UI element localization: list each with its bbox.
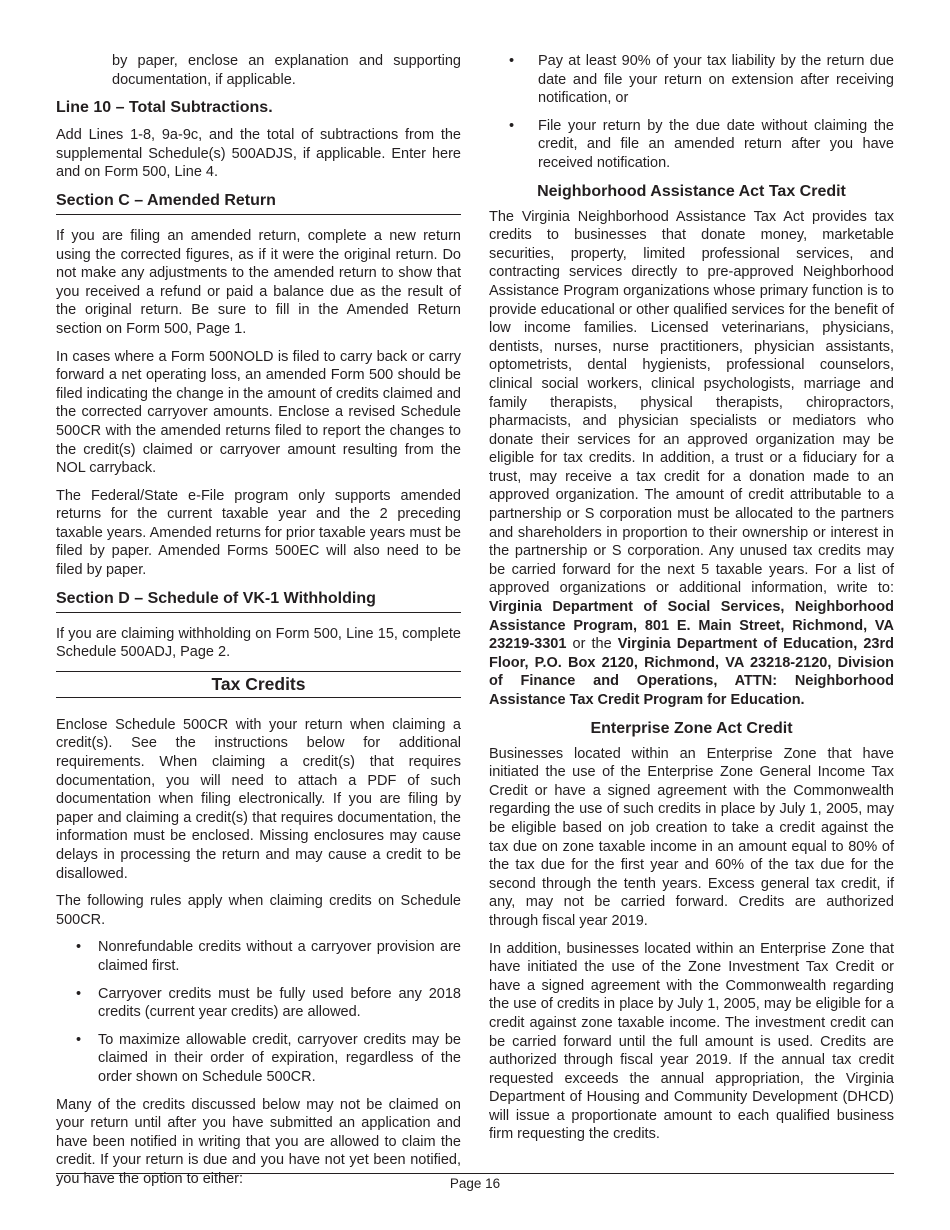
ez-paragraph: Businesses located within an Enterprise Zone that have initiated the use of the Enterprise Zone General Income Tax Credit or have a signed agreement with the Commonwealth regarding the use of such credits in place by July 1, 2005, may be eligible based on job creation to take a credit against the tax due on zone taxable income in an amount equal to 80% of the tax due for the first year and 60% of the tax due for the second through the tenth years. Excess general tax credit, if any, may not be carried forward. Credits are authorized through fiscal year 2019. [489,745,894,929]
ez-paragraph: In addition, businesses located within an Enterprise Zone that have initiated the use of the Zone Investment Tax Credit or have a signed agreement with the Commonwealth regarding the use of credits in place by July 1, 2005, may be eligible for a credit against zone taxable income. The investment credit can be carried forward until the full amount is used. Credits are authorized through fiscal year 2019. If the annual tax credit requested exceeds the annual appropriation, the Virginia Department of Housing and Community Development (DHCD) will issue a proportionate amount to each qualified business firm requesting the credits. [489,940,894,1143]
nat-address-1: Virginia Department of Social Services, Neighborhood Assistance Program, 801 E. Main Street, Richmond, VA 23219-3301 [489,599,894,653]
section-c-paragraph: If you are filing an amended return, complete a new return using the corrected figures, as if it were the original return. Do not make any adjustments to the amended return to show that you received a refund or paid a balance due as the result of the original return. Be sure to fill in the Amended Return section on Form 500, Page 1. [56,227,461,337]
page-number: Page 16 [449,1176,501,1191]
list-item: • File your return by the due date without claiming the credit, and file an amended return after you have received notification. [489,117,894,173]
nat-heading: Neighborhood Assistance Act Tax Credit [537,182,846,200]
intro-text: by paper, enclose an explanation and supporting documentation, if applicable. [112,53,461,88]
section-d-heading: Section D – Schedule of VK-1 Withholding [56,589,461,613]
list-item: • Carryover credits must be fully used before any 2018 credits (current year credits) are allowed. [56,985,461,1022]
ez-heading: Enterprise Zone Act Credit [590,719,793,737]
credit-rules-list [56,938,461,1086]
nat-address-2: Virginia Department of Education, 23rd Floor, P.O. Box 2120, Richmond, VA 23218-2120, Division of Finance and Operations, ATTN: Neighborhood Assistance Tax Credit Program for Education. [489,636,894,708]
section-d-text: If you are claiming withholding on Form 500, Line 15, complete Schedule 500ADJ, Page 2. [56,625,461,661]
line10-heading: Line 10 – Total Subtractions. [56,99,273,117]
section-c-paragraph: In cases where a Form 500NOLD is filed to carry back or carry forward a net operating loss, an amended Form 500 should be filed indicating the change in the amount of credits claimed and the corrected carryover amounts. Enclose a revised Schedule 500CR with the amended returns filed to report the changes to the credit(s) claimed or carryover amount resulting from the NOL carryback. [56,348,461,477]
section-c-paragraph: The Federal/State e-File program only supports amended returns for the current taxable year and the 2 preceding taxable years. Amended returns for prior taxable years must be filed by paper. Amended Forms 500EC will also need to be filed by paper. [56,487,461,579]
tax-credits-heading: Tax Credits [56,671,461,698]
list-item: • Pay at least 90% of your tax liability by the return due date and file your return on extension after receiving notification, or [489,52,894,108]
tax-credits-closing: Many of the credits discussed below may not be claimed on your return until after you have submitted an application and have been notified in writing that you are allowed to claim the credit. If your return is due and you have not yet been notified, you have the option to either: [56,1096,461,1187]
list-item: • To maximize allowable credit, carryover credits may be claimed in their order of expiration, regardless of the order shown on Schedule 500CR. [56,1031,461,1087]
nat-body: The Virginia Neighborhood Assistance Tax Act provides tax credits to businesses that donate money, marketable securities, property, limited professional services, and contracting services directly to pre-approved Neighborhood Assistance Program organizations whose primary function is to provide educational or other qualified services for the benefit of low income families. Licensed veterinarians, physicians, dentists, nurses, nurse practitioners, physician assistants, optometrists, dental hygienists, professional counselors, clinical social workers, clinical psychologists, marriage and family therapists, physical therapists, chiropractors, pharmacists, and physician specialists or mediators who donate their services for an approved organization may be eligible for tax credits. In addition, a trust or a fiduciary for a trust, may receive a tax credit for a donation made to an approved organization. The amount of credit attributable to a partnership or S corporation must be allocated to the partners and shareholders in proportion to their ownership or interest in the partnership or S corporation. Any unused tax credits may be carried forward for the next 5 taxable years. For a list of approved organizations or additional information, write to: [489,208,894,597]
line10-text: Add Lines 1-8, 9a-9c, and the total of subtractions from the supplemental Schedule(s) 500ADJS, if applicable. Enter here and on Form 500, Line 4. [56,127,461,181]
nat-text [489,208,894,710]
tax-credits-paragraph: Enclose Schedule 500CR with your return when claiming a credit(s). See the instructions below for additional requirements. When claiming a credit(s) that requires documentation, you will need to attach a PDF of such documentation when filing electronically. If you are filing by paper and claiming a credit(s) that requires documentation, the information must be enclosed. Missing enclosures may cause delays in processing the return and may cause a credit to be disallowed. [56,716,461,882]
nat-or: or the [566,636,618,653]
options-list [489,52,894,173]
right-column [489,52,894,1153]
footer-divider [56,1173,894,1174]
section-c-heading: Section C – Amended Return [56,191,461,215]
left-column [56,52,461,1198]
tax-credits-paragraph: The following rules apply when claiming credits on Schedule 500CR. [56,893,461,928]
list-item: • Nonrefundable credits without a carryover provision are claimed first. [56,938,461,975]
